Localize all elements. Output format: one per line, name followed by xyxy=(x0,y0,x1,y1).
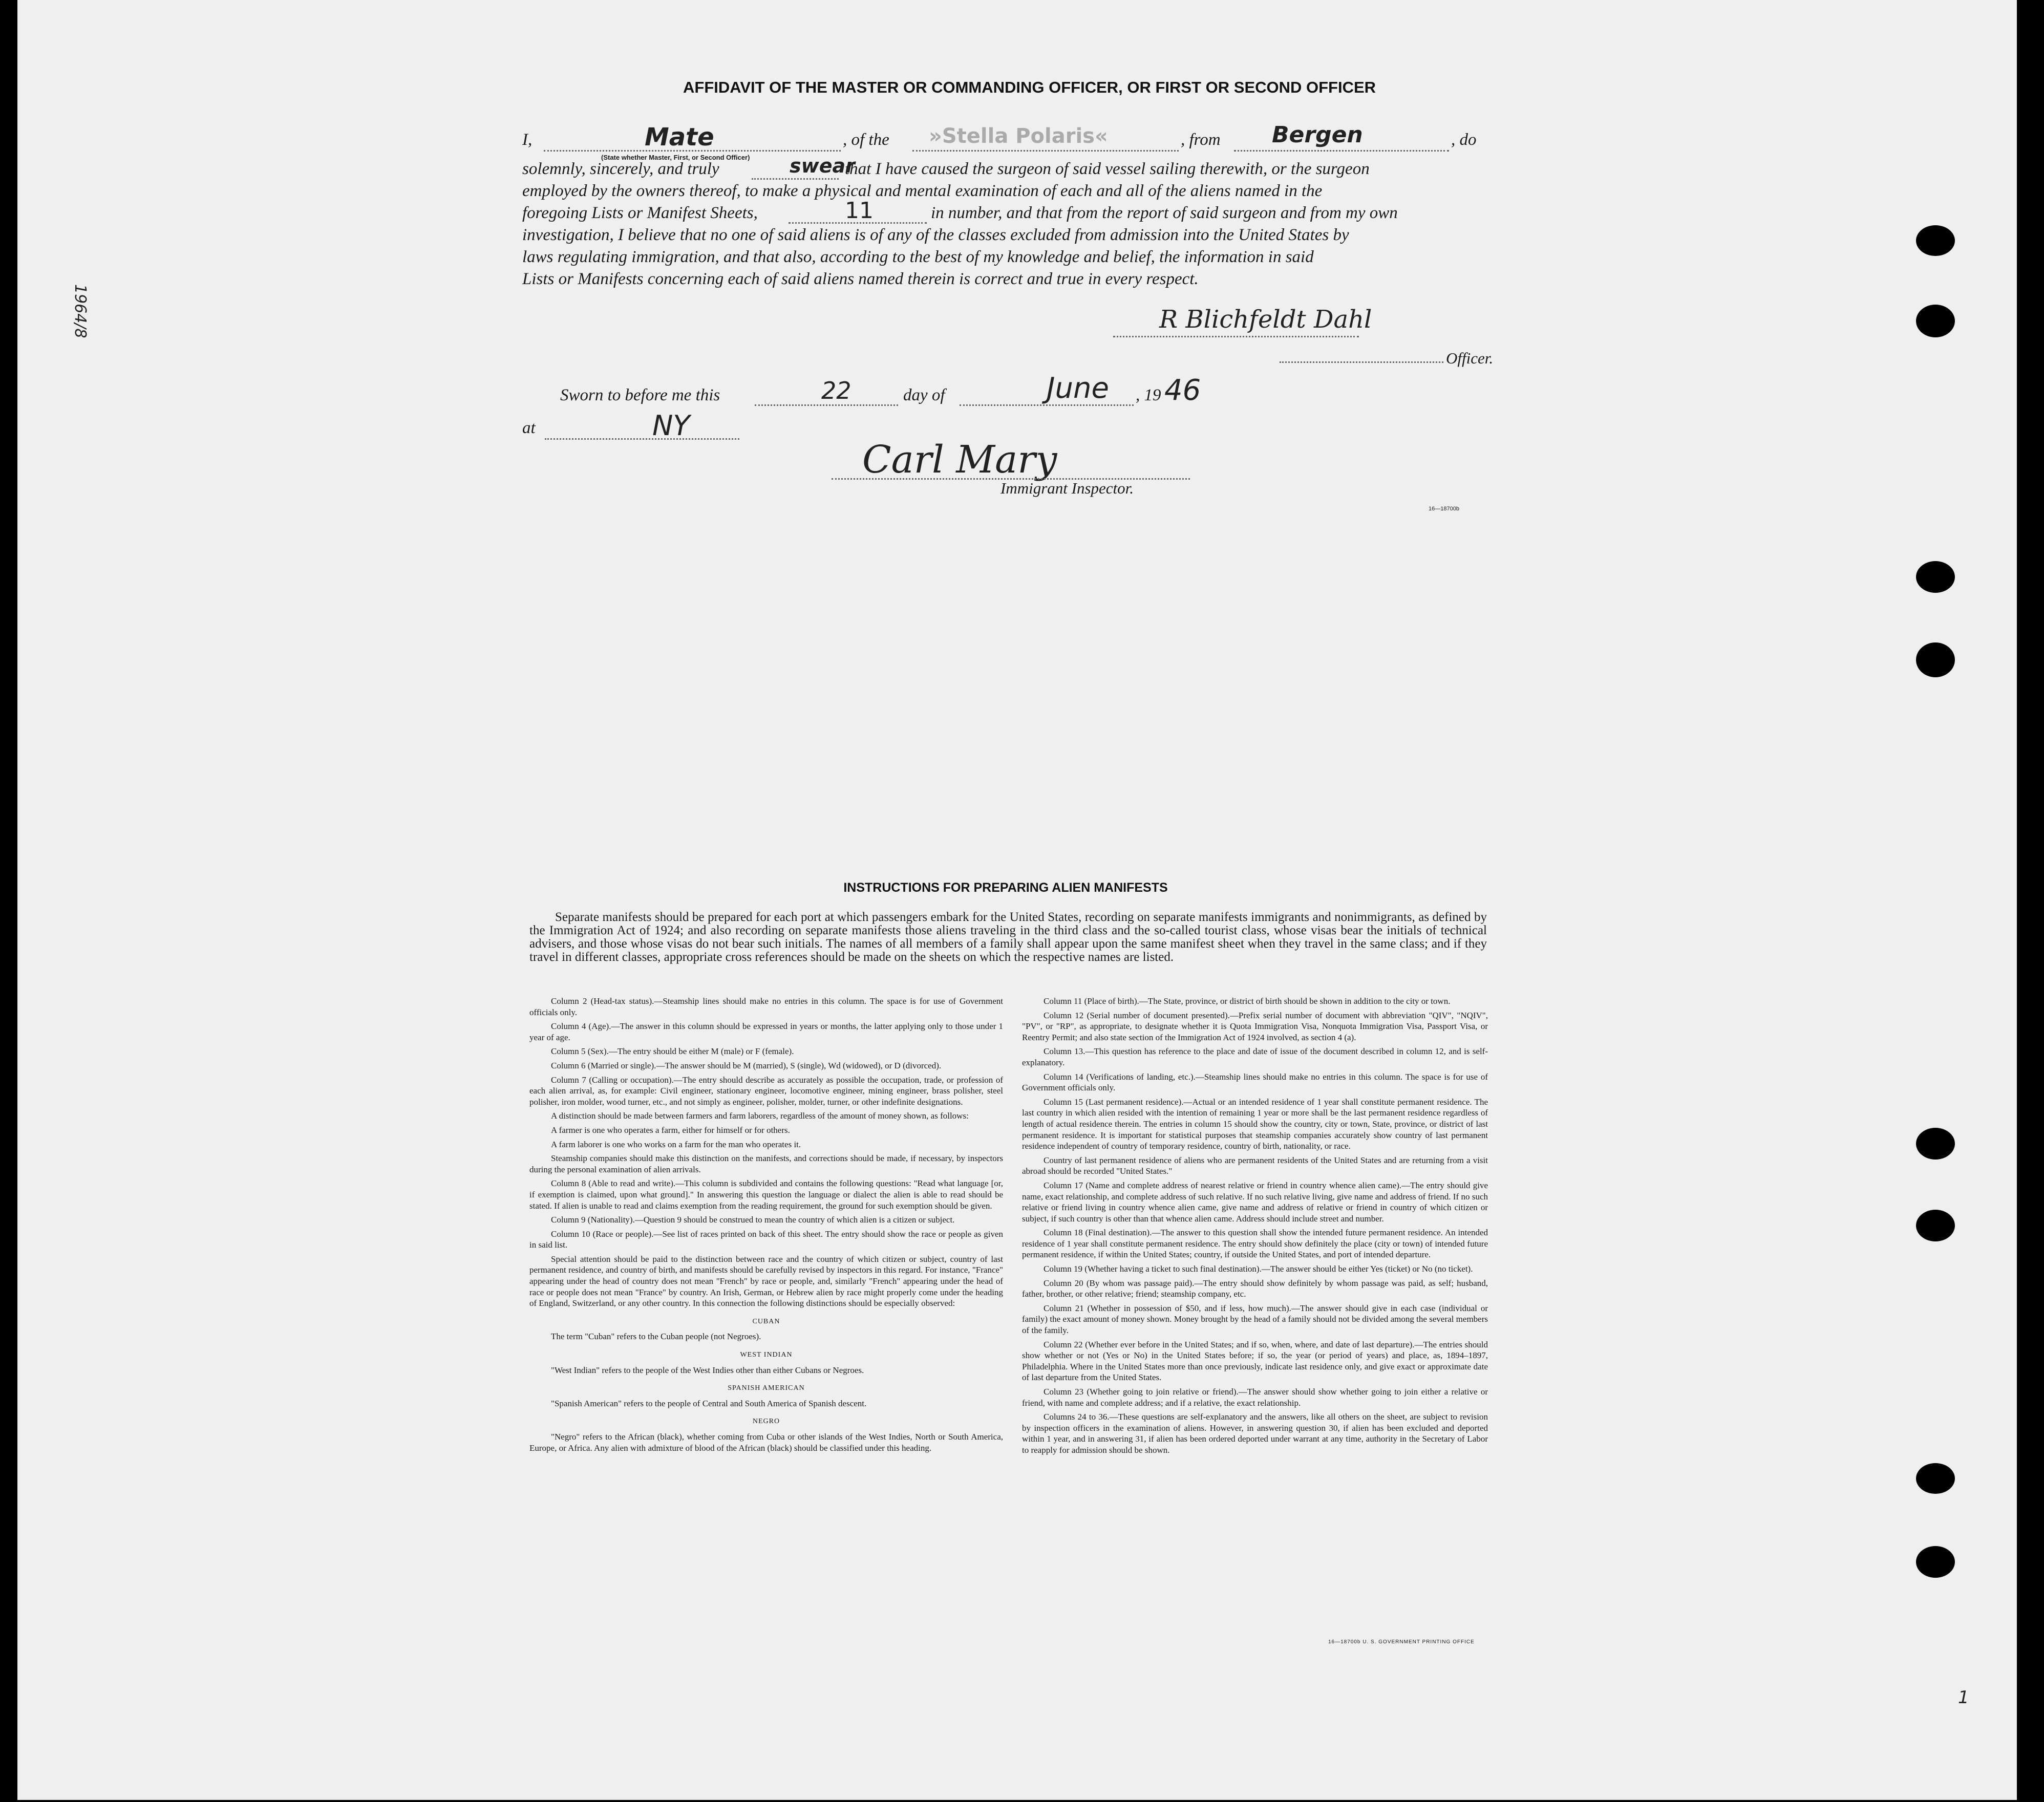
punch-hole xyxy=(1916,305,1955,337)
left-para: Steamship companies should make this distinction on the manifests, and corrections should be made, if necessary, by inspectors during the personal examination of alien arrivals. xyxy=(529,1153,1003,1174)
left-para: Column 8 (Able to read and write).—This column is subdivided and contains the following questions: "Read what language [or, if exemption is claimed, upon what ground]." In answering this question the language or dialect the alien is able to read should be stated. If alien is unable to read and claims exemption from the reading requirement, the ground for such exemption should be given. xyxy=(529,1178,1003,1211)
right-para: Column 23 (Whether going to join relative or friend).—The answer should show whether going to join either a relative or friend, with name and complete address; and if a relative, the exact relationship. xyxy=(1022,1387,1488,1408)
affidavit-line-3: employed by the owners thereof, to make a physical and mental examination of each and all of the aliens named in the xyxy=(522,182,1323,200)
handwritten-day: 22 xyxy=(821,377,851,404)
negro-text: "Negro" refers to the African (black), whether coming from Cuba or other islands of the West Indies, North or South America, Europe, or Africa. Any alien with admixture of blood of the African (black) should be classified under this heading. xyxy=(529,1432,1003,1453)
affidavit-line-5: investigation, I believe that no one of said aliens is of any of the classes excluded from admission into the United States by xyxy=(522,226,1349,244)
officer-signature: R Blichfeldt Dahl xyxy=(1159,305,1372,334)
affidavit-line-4: foregoing Lists or Manifest Sheets, in number, and that from the report of said surgeon and from my own xyxy=(522,204,1485,226)
printing-office-footer: 16—18700b U. S. GOVERNMENT PRINTING OFFICE xyxy=(1328,1639,1475,1645)
rank-caption: (State whether Master, First, or Second Officer) xyxy=(601,154,750,161)
right-para: Column 22 (Whether ever before in the United States; and if so, when, where, and date of last departure).—The entries should show whether or not (Yes or No) in the United States before; if so, the year (or period of years) and place, as, 1894–1897, Philadelphia. Where in the United States more than once previously, indicate last residence only, and give exact or approximate date of last departure from the United States. xyxy=(1022,1339,1488,1383)
west-indian-text: "West Indian" refers to the people of the West Indies other than either Cubans or Negroes. xyxy=(551,1365,864,1375)
right-para: Column 17 (Name and complete address of nearest relative or friend in country whence alien came).—The entry should give name, exact relationship, and complete address of such relative. If no such relative living, give name and address of friend. If no such relative or friend living in country whence alien came, give name and address of relative or friend in country of which citizen or subject, if such country is other than that whence alien came. Address should include street and number. xyxy=(1022,1180,1488,1224)
handwritten-oath: swear xyxy=(790,155,855,177)
right-para: Column 13.—This question has reference to the place and date of issue of the document described in column 12, and is self-explanatory. xyxy=(1022,1046,1488,1067)
affidavit-line-2: solemnly, sincerely, and truly that I have caused the surgeon of said vessel sailing therewith, or the surgeon xyxy=(522,160,1485,182)
margin-note: 1964/8 xyxy=(71,284,89,338)
right-para: Column 19 (Whether having a ticket to such final destination).—The answer should be either Yes (ticket) or No (no ticket). xyxy=(1044,1264,1473,1274)
instructions-title: INSTRUCTIONS FOR PREPARING ALIEN MANIFESTS xyxy=(843,881,1168,895)
punch-hole xyxy=(1916,642,1955,677)
right-para: Column 15 (Last permanent residence).—Actual or an intended residence of 1 year shall constitute permanent residence. The last country in which alien resided with the intention of remaining 1 year or more shall be the last permanent residence regardless of length of actual residence therein. The entries in column 15 should show the country, city or town, State, province, or district of last permanent residence. It is important for statistical purposes that steamship companies accurately show country of last permanent residence independent of country of temporary residence, country of birth, nationality, or race. xyxy=(1022,1097,1488,1151)
left-para: Column 9 (Nationality).—Question 9 should be construed to mean the country of which alien is a citizen or subject. xyxy=(551,1215,955,1225)
right-para: Column 18 (Final destination).—The answer to this question shall show the intended future permanent residence. An intended residence of 1 year shall constitute permanent residence. The entry should show definitely the place (city or town) of intended future permanent residence, if within the United States; country, if outside the United States, and port of intended departure. xyxy=(1022,1228,1488,1260)
text-from: , from xyxy=(1181,131,1221,149)
punch-hole xyxy=(1916,225,1955,256)
inspector-label: Immigrant Inspector. xyxy=(1000,479,1134,497)
instructions-intro: Separate manifests should be prepared for each port at which passengers embark for the United States, recording on separate manifests immigrants and nonimmigrants, as defined by the Immigration Act of 1924; and also recording on separate manifests those aliens traveling in the third class and the so-called tourist class, whose visas bear the initials of technical advisers, and those whose visas do not bear such initials. The names of all members of a family shall appear upon the same manifest sheet when they travel in the same class; and if they travel in different classes, appropriate cross references should be made on the sheets on which the respective names are listed. xyxy=(529,910,1487,964)
text-i: I, xyxy=(522,131,533,149)
left-para: A farmer is one who operates a farm, either for himself or for others. xyxy=(551,1125,790,1135)
left-para: Column 7 (Calling or occupation).—The entry should describe as accurately as possible the occupation, trade, or profession of each alien arrival, as, for example: Civil engineer, stationary engineer, locomotive engineer, mining engineer, brass polisher, steel polisher, iron molder, wood turner, etc., and not simply as engineer, polisher, molder, turner, or other indefinite designations. xyxy=(529,1075,1003,1107)
right-para: Column 11 (Place of birth).—The State, province, or district of birth should be shown in addition to the city or town. xyxy=(1044,996,1451,1006)
right-para: Column 20 (By whom was passage paid).—The entry should show definitely by whom passage was paid, as self; husband, father, brother, or other relative; friend; steamship company, etc. xyxy=(1022,1278,1488,1299)
sworn-line: Sworn to before me this day of , 19 xyxy=(560,386,1277,409)
right-para: Column 21 (Whether in possession of $50, and if less, how much).—The answer should give in each case (individual or family) the exact amount of money shown. Money brought by the head of a family should not be divided among the several members of the family. xyxy=(1022,1303,1488,1336)
affidavit-line-6: laws regulating immigration, and that also, according to the best of my knowledge and belief, the information in said xyxy=(522,248,1314,266)
officer-label: Officer. xyxy=(1446,349,1494,367)
handwritten-month: June xyxy=(1047,372,1109,405)
left-para: Column 4 (Age).—The answer in this column should be expressed in years or months, the latter applying only to those under 1 year of age. xyxy=(529,1021,1003,1042)
instructions-right-column xyxy=(1022,996,1488,1459)
right-para: Country of last permanent residence of aliens who are permanent residents of the United States and are returning from a visit abroad should be recorded "United States." xyxy=(1022,1155,1488,1176)
left-para: A distinction should be made between farmers and farm laborers, regardless of the amount of money shown, as follows: xyxy=(551,1111,969,1121)
form-number: 16—18700b xyxy=(1429,506,1459,512)
instructions-left-column xyxy=(529,996,1003,1456)
spanish-american-heading: SPANISH AMERICAN xyxy=(728,1384,805,1392)
right-para: Column 12 (Serial number of document presented).—Prefix serial number of document with abbreviation "QIV", "NQIV", "PV", or "RP", as appropriate, to designate whether it is Quota Immigration Visa, Nonquota Immigration Visa, Passport Visa, or Reentry Permit; and also state section of the Immigration Act of 1924 involved, as section 4 (a). xyxy=(1022,1010,1488,1042)
punch-hole xyxy=(1916,1128,1955,1160)
punch-hole xyxy=(1916,1210,1955,1241)
handwritten-port: Bergen xyxy=(1272,122,1363,148)
inspector-signature: Carl Mary xyxy=(862,438,1057,482)
affidavit-title: AFFIDAVIT OF THE MASTER OR COMMANDING OFFICER, OR FIRST OR SECOND OFFICER xyxy=(683,78,1376,96)
page-mark: 1 xyxy=(1958,1687,1969,1708)
handwritten-sheet-count: 11 xyxy=(845,198,874,224)
right-para: Column 14 (Verifications of landing, etc.).—Steamship lines should make no entries in this column. The space is for use of Government officials only. xyxy=(1022,1071,1488,1093)
punch-hole xyxy=(1916,1546,1955,1578)
text-do: , do xyxy=(1451,131,1477,149)
left-para: A farm laborer is one who works on a farm for the man who operates it. xyxy=(551,1139,801,1149)
spanish-american-text: "Spanish American" refers to the people of Central and South America of Spanish descent. xyxy=(551,1398,867,1408)
left-para: Column 5 (Sex).—The entry should be either M (male) or F (female). xyxy=(551,1046,794,1057)
west-indian-heading: WEST INDIAN xyxy=(740,1351,793,1359)
stamped-vessel-name: »Stella Polaris« xyxy=(929,124,1108,148)
right-para: Columns 24 to 36.—These questions are self-explanatory and the answers, like all others on the sheet, are subject to revision by inspection officers in the examination of aliens. However, in answering question 30, if alien has been excluded and deported within 1 year, and in answering 31, if alien has been ordered deported under warrant at any time, authority in the Secretary of Labor to reapply for admission should be shown. xyxy=(1022,1412,1488,1455)
handwritten-year: 46 xyxy=(1164,374,1201,407)
document-page xyxy=(17,0,2017,1800)
negro-heading: NEGRO xyxy=(752,1418,780,1426)
text-of-the: , of the xyxy=(843,131,889,149)
handwritten-place: NY xyxy=(652,410,690,442)
affidavit-line-7: Lists or Manifests concerning each of said aliens named therein is correct and true in every respect. xyxy=(522,270,1199,288)
left-para: Column 6 (Married or single).—The answer should be M (married), S (single), Wd (widowed), or D (divorced). xyxy=(551,1060,942,1070)
punch-hole xyxy=(1916,561,1955,593)
handwritten-rank: Mate xyxy=(645,123,714,152)
left-para: Column 10 (Race or people).—See list of races printed on back of this sheet. The entry should show the race or people as given in said list. xyxy=(529,1229,1003,1250)
cuban-text: The term "Cuban" refers to the Cuban people (not Negroes). xyxy=(551,1332,761,1342)
left-para: Column 2 (Head-tax status).—Steamship lines should make no entries in this column. The space is for use of Government officials only. xyxy=(529,996,1003,1017)
at-label: at xyxy=(522,419,536,437)
punch-hole xyxy=(1916,1463,1955,1494)
cuban-heading: CUBAN xyxy=(752,1317,780,1325)
left-para: Special attention should be paid to the distinction between race and the country of which citizen or subject, country of last permanent residence, and country of birth, and manifests should be carefully revised by inspectors in this regard. For instance, "France" appearing under the head of country does not mean "French" by race or people, and, similarly "French" appearing under the head of race or people does not mean "France" by country. An Irish, German, or Hebrew alien by race might properly come under the heading of England, Switzerland, or any other country. In this connection the following distinctions should be especially observed: xyxy=(529,1254,1003,1308)
